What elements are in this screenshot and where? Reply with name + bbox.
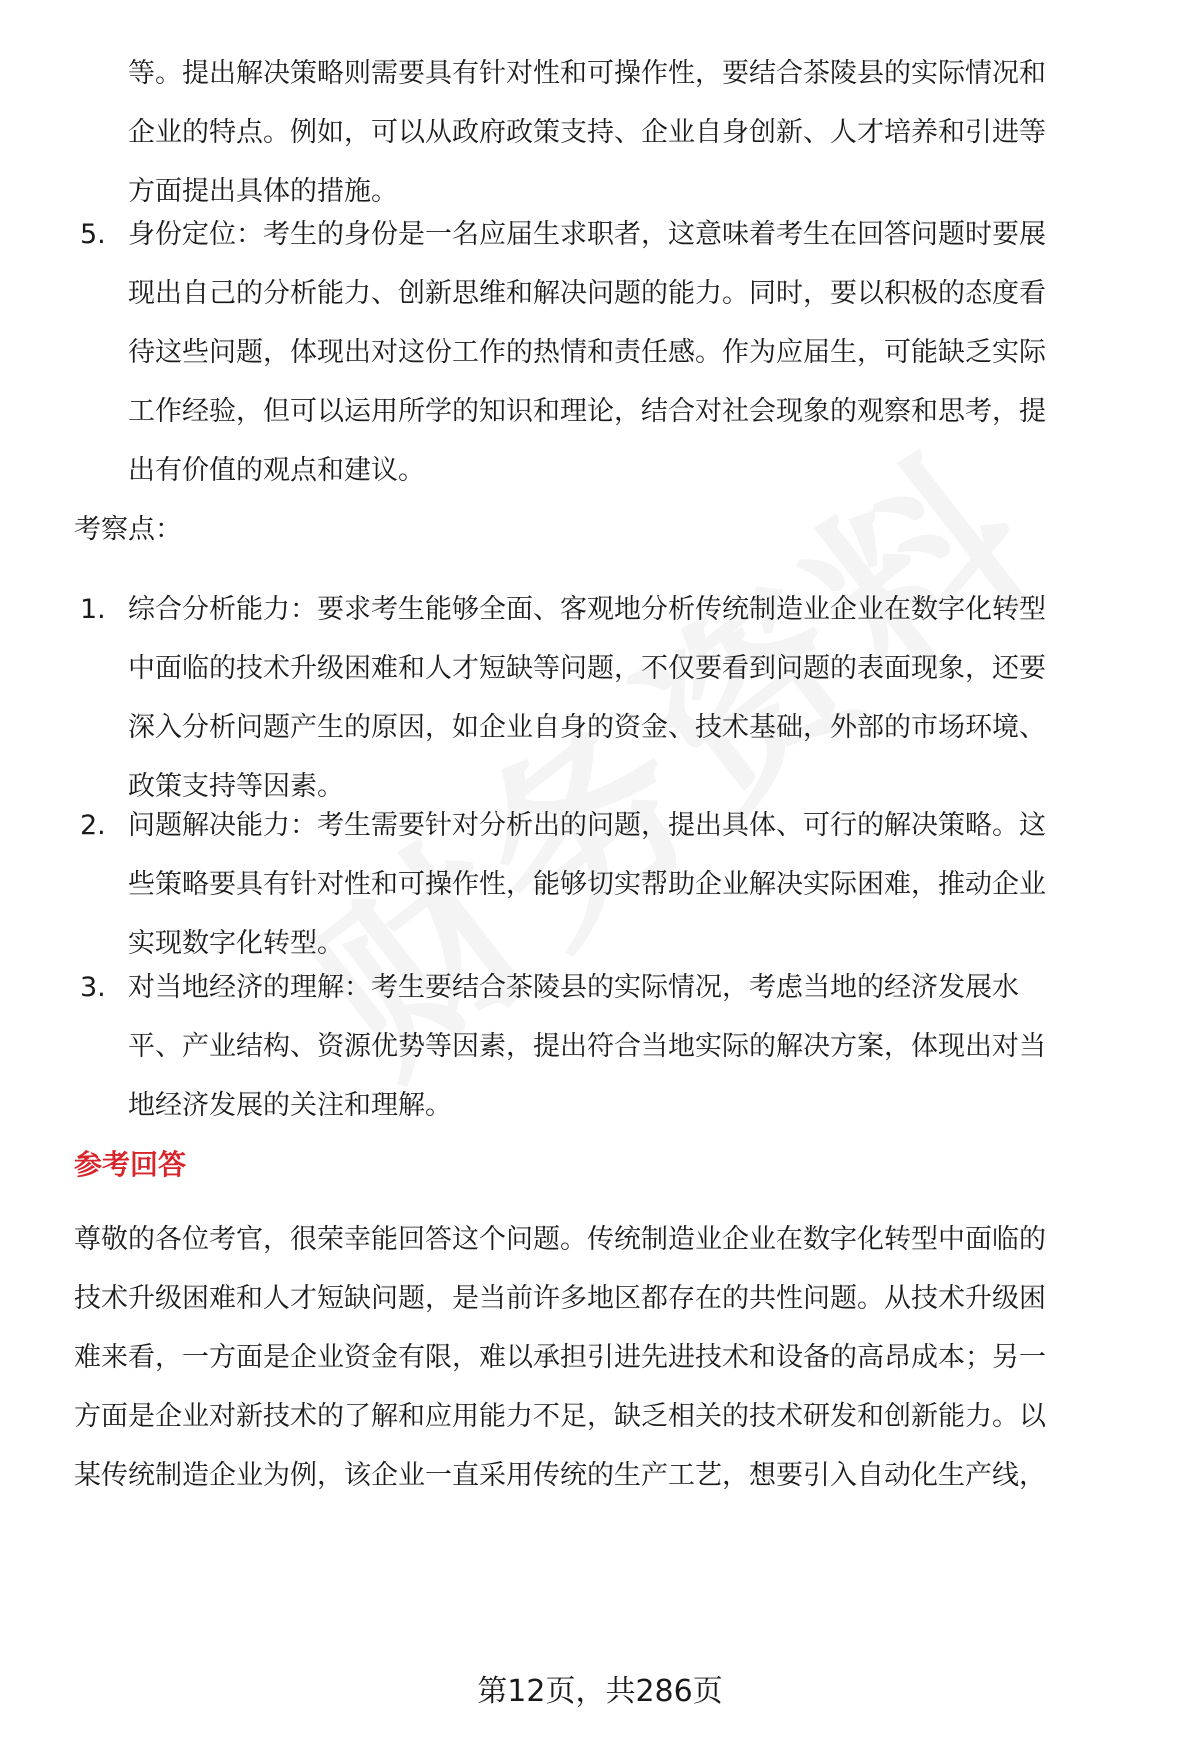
item-4-continuation	[128, 44, 1046, 221]
text-line: 深入分析问题产生的原因，如企业自身的资金、技术基础，外部的市场环境、	[128, 712, 1046, 743]
text-line: 尊敬的各位考官，很荣幸能回答这个问题。传统制造业企业在数字化转型中面临的	[74, 1224, 1046, 1255]
text-line: 方面是企业对新技术的了解和应用能力不足，缺乏相关的技术研发和创新能力。以	[74, 1401, 1046, 1432]
text-line: 难来看，一方面是企业资金有限，难以承担引进先进技术和设备的高昂成本；另一	[74, 1342, 1046, 1373]
reference-answer-heading: 参考回答	[74, 1148, 187, 1181]
list-item-5	[128, 205, 1046, 500]
text-line: 身份定位：考生的身份是一名应届生求职者，这意味着考生在回答问题时要展	[128, 219, 1046, 250]
list-item-3	[128, 958, 1046, 1135]
text-line: 企业的特点。例如，可以从政府政策支持、企业自身创新、人才培养和引进等	[128, 117, 1046, 148]
text-line: 工作经验，但可以运用所学的知识和理论，结合对社会现象的观察和思考，提	[128, 396, 1046, 427]
text-line: 综合分析能力：要求考生能够全面、客观地分析传统制造业企业在数字化转型	[128, 594, 1046, 625]
text-line: 政策支持等因素。	[128, 771, 344, 802]
list-item-2	[128, 796, 1046, 973]
text-line: 地经济发展的关注和理解。	[128, 1090, 452, 1121]
list-item-1	[128, 580, 1046, 816]
list-number: 1.	[80, 594, 106, 625]
text-line: 等。提出解决策略则需要具有针对性和可操作性，要结合茶陵县的实际情况和	[128, 58, 1046, 89]
text-line: 某传统制造企业为例，该企业一直采用传统的生产工艺，想要引入自动化生产线，	[74, 1460, 1046, 1491]
text-line: 问题解决能力：考生需要针对分析出的问题，提出具体、可行的解决策略。这	[128, 810, 1046, 841]
answer-paragraph	[74, 1210, 1046, 1505]
text-line: 对当地经济的理解：考生要结合茶陵县的实际情况，考虑当地的经济发展水	[128, 972, 1019, 1003]
text-line: 中面临的技术升级困难和人才短缺等问题，不仅要看到问题的表面现象，还要	[128, 653, 1046, 684]
section-label: 考察点：	[74, 514, 182, 545]
list-number: 5.	[80, 219, 106, 250]
list-number: 2.	[80, 810, 106, 841]
text-line: 现出自己的分析能力、创新思维和解决问题的能力。同时，要以积极的态度看	[128, 278, 1046, 309]
page-number-footer: 第12页，共286页	[477, 1674, 723, 1709]
list-number: 3.	[80, 972, 106, 1003]
text-line: 平、产业结构、资源优势等因素，提出符合当地实际的解决方案，体现出对当	[128, 1031, 1046, 1062]
text-line: 待这些问题，体现出对这份工作的热情和责任感。作为应届生，可能缺乏实际	[128, 337, 1046, 368]
text-line: 方面提出具体的措施。	[128, 176, 398, 207]
text-line: 些策略要具有针对性和可操作性，能够切实帮助企业解决实际困难，推动企业	[128, 869, 1046, 900]
text-line: 出有价值的观点和建议。	[128, 455, 425, 486]
text-line: 实现数字化转型。	[128, 928, 344, 959]
text-line: 技术升级困难和人才短缺问题，是当前许多地区都存在的共性问题。从技术升级困	[74, 1283, 1046, 1314]
